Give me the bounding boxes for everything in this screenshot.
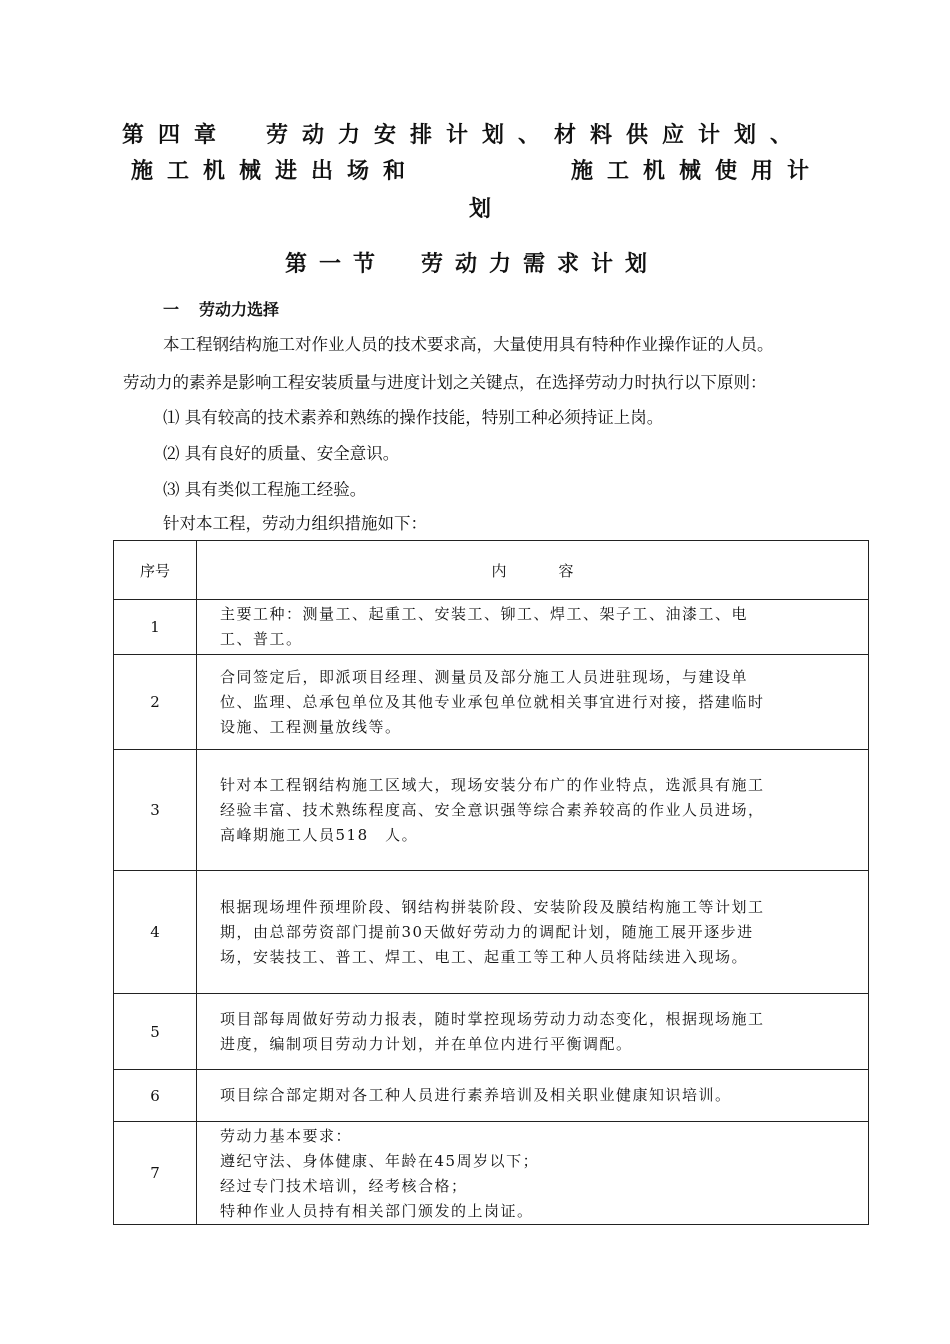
row-line: 遵纪守法、身体健康、年龄在45周岁以下； [220,1152,540,1170]
subheading-text: 劳动力选择 [199,300,280,319]
paragraph-2: 劳动力的素养是影响工程安装质量与进度计划之关键点，在选择劳动力时执行以下原则： [123,373,767,392]
row-line: 经过专门技术培训，经考核合格； [220,1177,468,1195]
row-content [197,750,869,871]
subheading-number: 一 [163,300,180,319]
labor-measures-table [113,540,869,1225]
row-line: 合同签定后，即派项目经理、测量员及部分施工人员进驻现场，与建设单 [220,667,749,686]
chapter-title-line-2: 施工机械进出场和 [131,159,420,184]
chapter-title-line-3: 划 [469,197,492,222]
row-line: 特种作业人员持有相关部门颁发的上岗证。 [220,1202,534,1220]
row-content [197,1070,869,1122]
table-intro: 针对本工程，劳动力组织措施如下： [163,514,427,533]
row-content [197,600,869,655]
header-content-part-2: 容 [558,561,574,580]
principle-3: ⑶ 具有类似工程施工经验。 [163,480,367,499]
row-line: 针对本工程钢结构施工区域大，现场安装分布广的作业特点，选派具有施工 [220,775,765,794]
row-number: 6 [114,1070,197,1122]
row-line: 项目综合部定期对各工种人员进行素养培训及相关职业健康知识培训。 [220,1086,732,1104]
row-number: 1 [114,600,197,655]
header-content-part-1: 内 [491,561,507,580]
row-number: 7 [114,1122,197,1225]
row-number: 4 [114,871,197,994]
table-row [114,1070,869,1122]
row-number: 5 [114,994,197,1070]
row-line: 期，由总部劳资部门提前30天做好劳动力的调配计划，随施工展开逐步进 [220,922,754,941]
row-line: 位、监理、总承包单位及其他专业承包单位就相关事宜进行对接，搭建临时 [220,692,765,711]
row-number: 3 [114,750,197,871]
table-row [114,655,869,750]
paragraph-1: 本工程钢结构施工对作业人员的技术要求高，大量使用具有特种作业操作证的人员。 [163,335,774,354]
row-line: 根据现场埋件预埋阶段、钢结构拼装阶段、安装阶段及膜结构施工等计划工 [220,897,765,916]
row-line: 经验丰富、技术熟练程度高、安全意识强等综合素养较高的作业人员进场， [220,800,765,819]
row-line: 劳动力基本要求： [220,1127,353,1145]
header-number: 序号 [114,541,197,600]
row-line: 场，安装技工、普工、焊工、电工、起重工等工种人员将陆续进入现场。 [220,947,749,966]
row-line: 工、普工。 [220,630,303,648]
table-row [114,1122,869,1225]
row-line: 高峰期施工人员518 人。 [220,825,419,844]
table-header-row [114,541,869,600]
row-content [197,1122,869,1225]
row-content [197,871,869,994]
header-content [197,541,869,600]
row-content [197,994,869,1070]
section-title: 第一节 劳动力需求计划 [285,252,660,277]
row-line: 进度，编制项目劳动力计划，并在单位内进行平衡调配。 [220,1034,633,1053]
row-line: 主要工种：测量工、起重工、安装工、铆工、焊工、架子工、油漆工、电 [220,605,749,623]
principle-1: ⑴ 具有较高的技术素养和熟练的操作技能，特别工种必须持证上岗。 [163,408,664,427]
principle-2: ⑵ 具有良好的质量、安全意识。 [163,444,400,463]
table-row [114,750,869,871]
table-row [114,600,869,655]
subheading [163,297,279,320]
chapter-title-line-2-continued: 施工机械使用计 [571,159,824,184]
row-number: 2 [114,655,197,750]
table-row [114,871,869,994]
chapter-title-line-1: 第四章 劳动力安排计划、材料供应计划、 [122,123,807,148]
row-content [197,655,869,750]
row-line: 项目部每周做好劳动力报表，随时掌控现场劳动力动态变化，根据现场施工 [220,1009,765,1028]
table-row [114,994,869,1070]
row-line: 设施、工程测量放线等。 [220,717,402,736]
